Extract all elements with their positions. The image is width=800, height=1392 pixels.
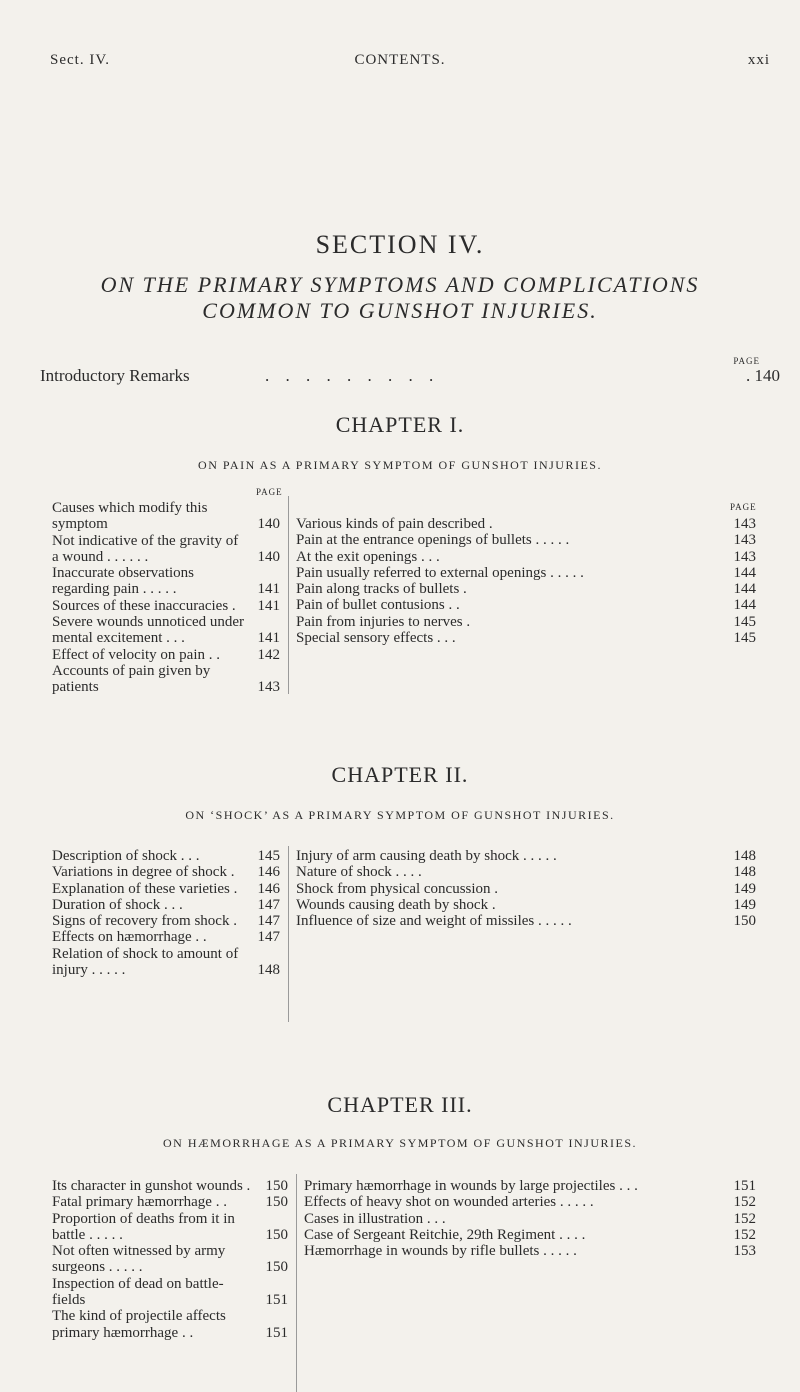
toc-entry-title: Sources of these inaccuracies . <box>52 597 236 614</box>
toc-entry <box>296 549 756 565</box>
toc-entry <box>52 500 280 533</box>
toc-entry-title: Wounds causing death by shock . <box>296 896 496 913</box>
toc-entry-title: Effects on hæmorrhage . . <box>52 929 207 946</box>
toc-entry-title: Pain usually referred to external openings . . . . . <box>296 564 584 581</box>
toc-entry <box>52 913 280 929</box>
toc-entry <box>296 897 756 913</box>
toc-entry-title: Case of Sergeant Reitchie, 29th Regiment . . . . <box>304 1226 586 1243</box>
toc-entry-page: 149 <box>733 896 756 913</box>
chapter-1-right-column <box>296 516 756 646</box>
chapter-1-left-page-header: PAGE <box>256 487 283 497</box>
intro-page: . 140 <box>746 366 780 385</box>
toc-entry-title: Pain from injuries to nerves . <box>296 613 471 630</box>
toc-entry-title: Nature of shock . . . . <box>296 864 422 881</box>
toc-entry-title: Causes which modify this symptom <box>52 500 208 533</box>
toc-entry-page: 148 <box>733 848 756 864</box>
toc-entry-page: 152 <box>733 1194 756 1211</box>
toc-entry-page: 150 <box>265 1226 288 1243</box>
toc-entry-page: 141 <box>257 630 280 647</box>
toc-entry-title: Fatal primary hæmorrhage . . <box>52 1194 227 1211</box>
chapter-2-left-column <box>52 848 280 978</box>
toc-entry-page: 151 <box>733 1178 756 1194</box>
toc-entry <box>304 1178 756 1194</box>
toc-entry-title: Explanation of these varieties . <box>52 880 238 897</box>
toc-entry-page: 141 <box>257 581 280 598</box>
intro-label: Introductory Remarks <box>40 366 190 385</box>
toc-entry <box>304 1243 756 1259</box>
chapter-1-left-column <box>52 500 280 696</box>
toc-entry <box>304 1194 756 1210</box>
intro-page-column-header: PAGE <box>733 356 760 366</box>
toc-entry-page: 150 <box>733 913 756 930</box>
toc-entry-page: 143 <box>733 532 756 549</box>
toc-entry-title: Variations in degree of shock . <box>52 864 235 881</box>
toc-entry <box>52 848 280 864</box>
toc-entry-title: Its character in gunshot wounds . <box>52 1178 251 1194</box>
toc-entry-page: 145 <box>257 848 280 864</box>
toc-entry <box>52 565 280 598</box>
toc-entry-page: 151 <box>265 1324 288 1341</box>
toc-entry <box>52 1308 288 1341</box>
toc-entry <box>52 929 280 945</box>
toc-entry <box>52 663 280 696</box>
toc-entry-title: Duration of shock . . . <box>52 896 183 913</box>
toc-entry <box>52 598 280 614</box>
toc-entry-page: 147 <box>257 896 280 913</box>
toc-entry-page: 150 <box>265 1259 288 1276</box>
chapter-3-left-column <box>52 1178 288 1341</box>
toc-entry-title: Inaccurate observations regarding pain . . . . . <box>52 565 195 598</box>
toc-entry-page: 149 <box>733 880 756 897</box>
toc-entry-page: 147 <box>257 913 280 930</box>
intro-entry <box>40 366 780 388</box>
toc-entry <box>296 848 756 864</box>
toc-entry-title: Pain along tracks of bullets . <box>296 581 467 598</box>
toc-entry <box>52 614 280 647</box>
toc-entry-page: 143 <box>733 516 756 532</box>
toc-entry-title: Pain of bullet contusions . . <box>296 597 460 614</box>
toc-entry-page: 141 <box>257 597 280 614</box>
toc-entry <box>52 647 280 663</box>
toc-entry-title: Inspection of dead on battle-fields <box>52 1275 224 1309</box>
section-title: SECTION IV. <box>315 230 485 259</box>
toc-entry <box>296 881 756 897</box>
toc-entry <box>296 597 756 613</box>
toc-entry-title: Shock from physical concussion . <box>296 880 499 897</box>
toc-entry <box>304 1211 756 1227</box>
toc-entry-title: Primary hæmorrhage in wounds by large projectiles . . . <box>304 1178 638 1194</box>
toc-entry-page: 153 <box>733 1243 756 1260</box>
toc-entry-title: Hæmorrhage in wounds by rifle bullets . . . . . <box>304 1243 577 1260</box>
chapter-1-column-rule <box>288 496 289 694</box>
section-subtitle-line-2: COMMON TO GUNSHOT INJURIES. <box>202 298 598 323</box>
toc-entry <box>52 946 280 979</box>
toc-entry-title: At the exit openings . . . <box>296 548 440 565</box>
chapter-1-title: CHAPTER I. <box>335 412 465 437</box>
toc-entry <box>296 565 756 581</box>
toc-entry <box>52 533 280 566</box>
toc-entry-page: 144 <box>733 597 756 614</box>
toc-entry-title: Description of shock . . . <box>52 848 200 864</box>
toc-entry-title: Signs of recovery from shock . <box>52 913 237 930</box>
toc-entry-page: 148 <box>733 864 756 881</box>
chapter-2-title: CHAPTER II. <box>331 762 469 787</box>
toc-entry-page: 144 <box>733 564 756 581</box>
running-head-page-number: xxi <box>747 52 770 68</box>
toc-entry <box>296 864 756 880</box>
toc-entry-page: 140 <box>257 516 280 533</box>
toc-entry <box>296 614 756 630</box>
running-head-section: Sect. IV. <box>50 52 110 68</box>
chapter-3-right-column <box>304 1178 756 1259</box>
toc-entry-title: Pain at the entrance openings of bullets . . . . . <box>296 532 570 549</box>
toc-entry-title: Influence of size and weight of missiles . . . . . <box>296 913 572 930</box>
toc-entry-page: 144 <box>733 581 756 598</box>
toc-entry-title: Not indicative of the gravity of a wound . . . . . . <box>52 532 239 565</box>
toc-entry-title: Special sensory effects . . . <box>296 630 456 647</box>
chapter-3-title: CHAPTER III. <box>327 1092 473 1117</box>
chapter-2-column-rule <box>288 846 289 1022</box>
toc-entry <box>52 1276 288 1309</box>
toc-entry <box>304 1227 756 1243</box>
chapter-2-subtitle: ON ‘SHOCK’ AS A PRIMARY SYMPTOM OF GUNSHOT INJURIES. <box>185 808 615 822</box>
toc-entry-title: Relation of shock to amount of injury . . . . . <box>52 945 239 979</box>
toc-entry-page: 152 <box>733 1210 756 1227</box>
chapter-3-column-rule <box>296 1174 297 1392</box>
toc-entry-page: 150 <box>265 1194 288 1211</box>
toc-entry-page: 145 <box>733 613 756 630</box>
toc-entry-page: 143 <box>733 548 756 565</box>
toc-entry-page: 142 <box>257 646 280 663</box>
running-head-title: CONTENTS. <box>354 52 446 68</box>
section-subtitle-line-1: ON THE PRIMARY SYMPTOMS AND COMPLICATIONS <box>100 272 700 297</box>
toc-entry-title: Various kinds of pain described . <box>296 516 493 532</box>
toc-entry-page: 150 <box>265 1178 288 1194</box>
toc-entry <box>52 1211 288 1244</box>
toc-entry-title: Proportion of deaths from it in battle . . . . . <box>52 1210 235 1243</box>
intro-leader-dots: . . . . . . . . . <box>265 366 440 385</box>
toc-entry-title: Accounts of pain given by patients <box>52 662 211 696</box>
chapter-3-subtitle: ON HÆMORRHAGE AS A PRIMARY SYMPTOM OF GUNSHOT INJURIES. <box>162 1136 638 1150</box>
toc-entry <box>296 581 756 597</box>
toc-entry-page: 145 <box>733 630 756 647</box>
toc-entry-page: 151 <box>265 1292 288 1309</box>
toc-entry-title: Effect of velocity on pain . . <box>52 646 221 663</box>
chapter-2-right-column <box>296 848 756 929</box>
toc-entry <box>52 881 280 897</box>
toc-entry-title: Effects of heavy shot on wounded arteries . . . . . <box>304 1194 594 1211</box>
toc-entry-page: 152 <box>733 1226 756 1243</box>
toc-entry-page: 146 <box>257 880 280 897</box>
toc-entry-title: Not often witnessed by army surgeons . . . . . <box>52 1243 226 1276</box>
chapter-1-right-page-header: PAGE <box>730 502 757 512</box>
toc-entry-title: Injury of arm causing death by shock . . . . . <box>296 848 557 864</box>
toc-entry <box>296 630 756 646</box>
toc-entry-page: 147 <box>257 929 280 946</box>
toc-entry-page: 140 <box>257 548 280 565</box>
toc-entry-title: The kind of projectile affects primary hæmorrhage . . <box>52 1308 226 1341</box>
toc-entry <box>52 1194 288 1210</box>
toc-entry-title: Cases in illustration . . . <box>304 1210 446 1227</box>
toc-entry-page: 148 <box>257 962 280 979</box>
toc-entry <box>52 897 280 913</box>
toc-entry <box>296 913 756 929</box>
toc-entry-page: 146 <box>257 864 280 881</box>
toc-entry <box>52 1243 288 1276</box>
toc-entry <box>52 1178 288 1194</box>
toc-entry <box>52 864 280 880</box>
toc-entry-page: 143 <box>257 679 280 696</box>
toc-entry <box>296 532 756 548</box>
toc-entry <box>296 516 756 532</box>
toc-entry-title: Severe wounds unnoticed under mental excitement . . . <box>52 614 245 647</box>
chapter-1-subtitle: ON PAIN AS A PRIMARY SYMPTOM OF GUNSHOT INJURIES. <box>198 458 602 472</box>
